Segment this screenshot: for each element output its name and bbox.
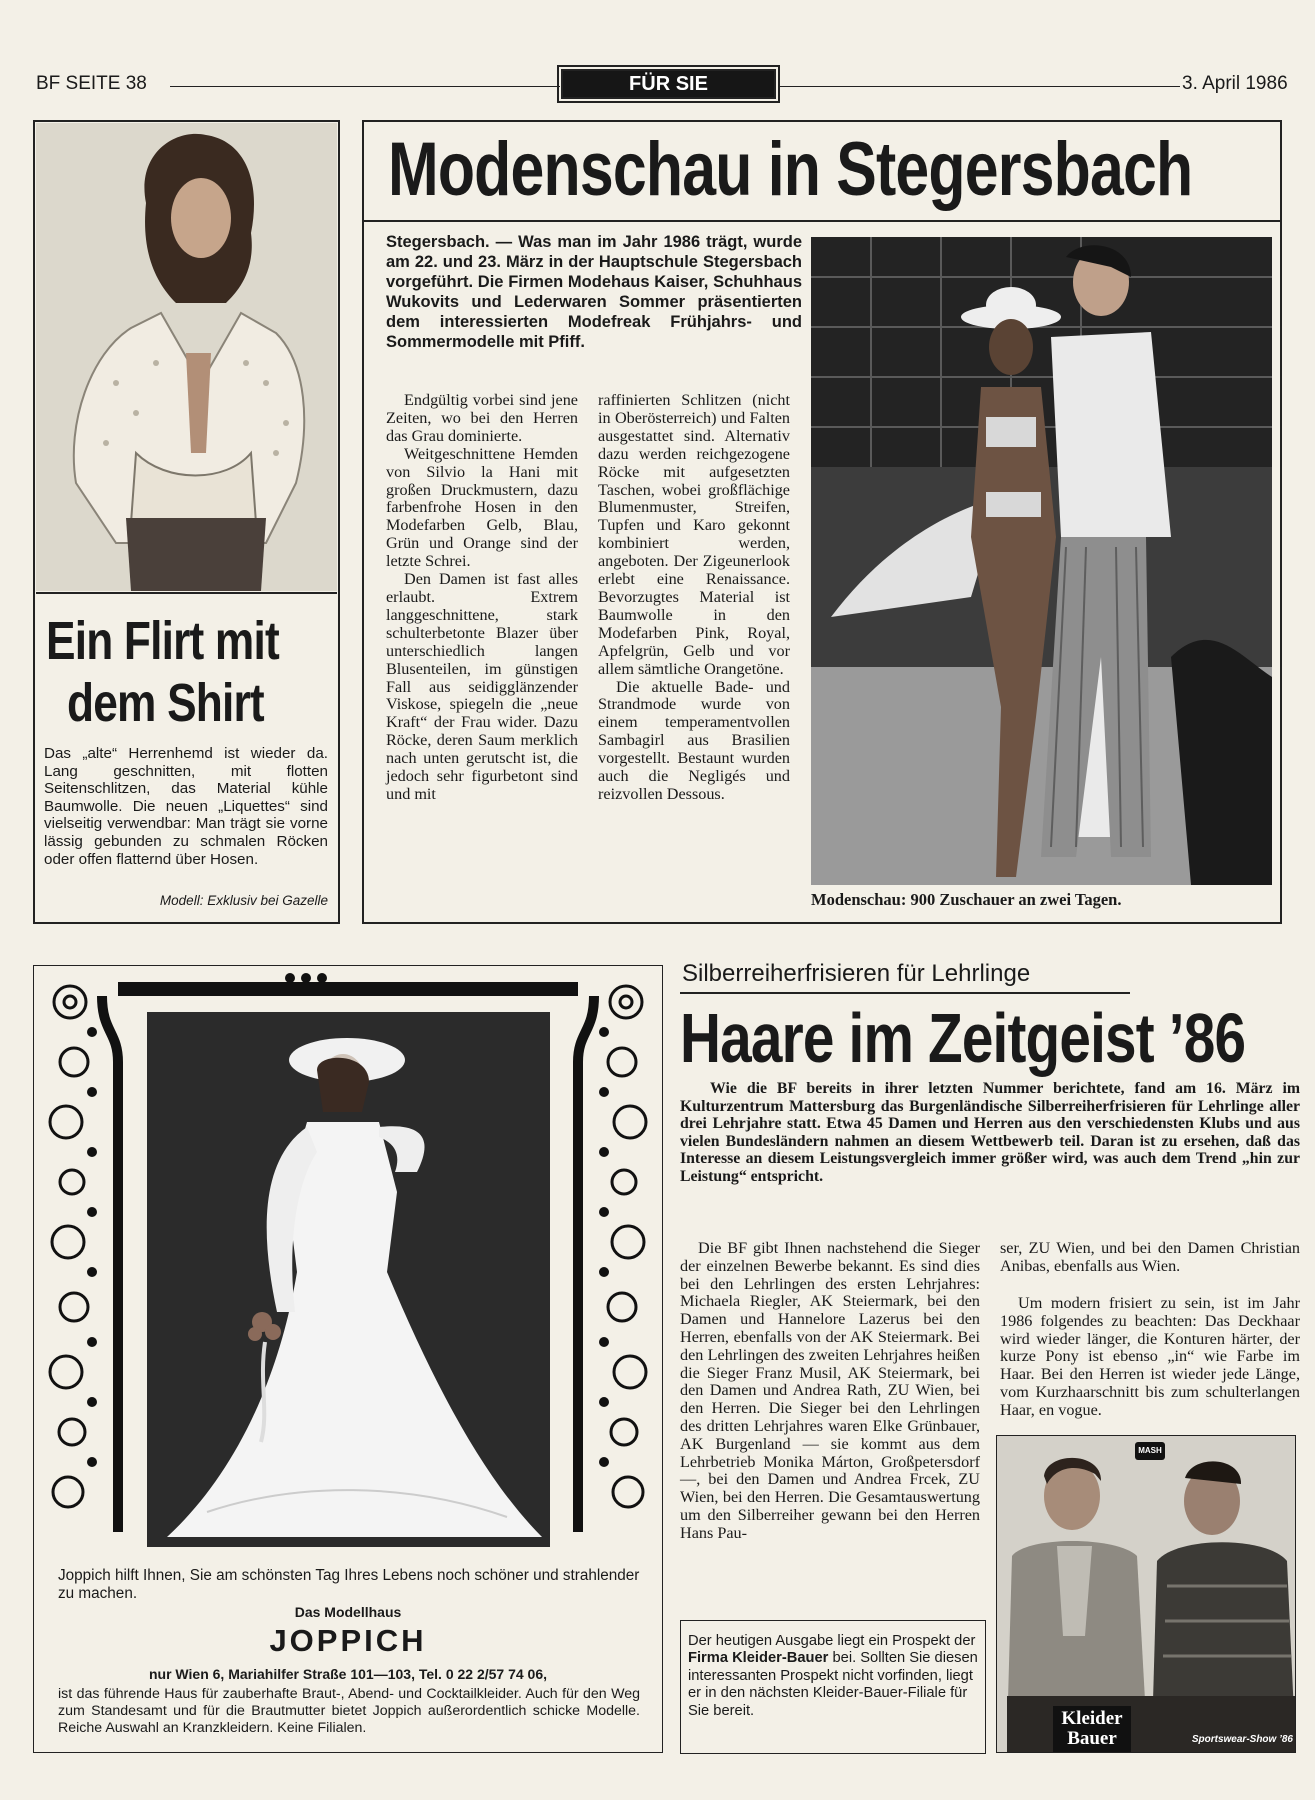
section-label: FÜR SIE [561, 69, 776, 99]
flirt-photo [36, 123, 337, 591]
issue-date: 3. April 1986 [1182, 73, 1288, 94]
flirt-title-line2: dem Shirt [67, 673, 264, 733]
flirt-credit: Modell: Exklusiv bei Gazelle [159, 893, 328, 908]
kleider-bauer-photo [996, 1435, 1296, 1753]
ad-brand-logo: JOPPICH [269, 1623, 427, 1658]
haare-kicker-underline [680, 992, 1130, 994]
bride-photo [147, 1012, 550, 1547]
ad-intro-text: Joppich hilft Ihnen, Sie am schönsten Tag Ihres Lebens noch schöner und strahlender zu machen. [58, 1567, 640, 1602]
kleider-bauer-logo-line1: Kleider [1061, 1708, 1123, 1729]
page-number: BF SEITE 38 [36, 73, 147, 94]
modenschau-col1-p1: Endgültig vorbei sind jene Zeiten, wo bei den Herren das Grau dominierte. [386, 391, 578, 445]
fashion-show-image [811, 237, 1272, 885]
haare-kicker: Silberreiherfrisieren für Lehrlinge [682, 960, 1031, 987]
flirt-body: Das „alte“ Herrenhemd ist wieder da. Lang geschnitten, mit flotten Seitenschlitzen, das Material kühle Baumwolle. Die neuen „Liquettes“ sind vielseitig verwendbar: Man trägt sie vorne lässig gebunden zu schmalen Röcken oder offen flatternd über Hosen. [44, 745, 328, 868]
flirt-title-line1: Ein Flirt mit [46, 611, 279, 671]
modenschau-col2 [598, 392, 790, 804]
prospekt-text-1: Der heutigen Ausgabe liegt ein Prospekt der [688, 1633, 976, 1649]
modenschau-col2-p2: Die aktuelle Bade- und Strandmode wurde von einem temperamentvollen Sambagirl aus Brasilien vorgestellt. Bestaunt wurden auch die Negligés und reizvollen Dessous. [598, 677, 790, 803]
modenschau-title: Modenschau in Stegersbach [388, 127, 1193, 212]
mash-badge: MASH [1135, 1442, 1165, 1460]
two-men-image [997, 1436, 1296, 1753]
flirt-photo-divider [36, 592, 337, 594]
prospekt-text-2: bei. Sollten Sie diesen interessanten Prospekt nicht vorfinden, liegt er in den nächsten Kleider-Bauer-Filiale für Sie bereit. [688, 1650, 978, 1719]
haare-col1: Die BF gibt Ihnen nachstehend die Sieger der einzelnen Bewerbe bekannt. Es sind dies bei den Lehrlingen des ersten Lehrjahres: Michaela Riegler, AK Steiermark, bei den Damen und Hannelore Lazerus bei den Herren, ebenfalls von der AK Steiermark. Bei den Lehrlingen des zweiten Lehrjahres heißen die Sieger Franz Musil, AK Steiermark, bei den Damen und Andrea Rath, ZU Wien, bei den Herren. Die Sieger bei den Lehrlingen des dritten Lehrjahres waren Elke Grünbauer, AK Burgenland — sie kommt aus dem Lehrbetrieb Monika Márton, Großpetersdorf —, bei den Damen und Andrea Frcek, ZU Wien, bei den Herren. Die Gesamtauswertung um den Silberreiher gewann bei den Herren Hans Pau- [680, 1239, 980, 1542]
haare-title: Haare im Zeitgeist ’86 [680, 999, 1246, 1077]
header-rule-left [170, 86, 560, 87]
haare-lead: Wie die BF bereits in ihrer letzten Nummer berichtete, fand am 16. März im Kulturzentrum Mattersburg das Burgenländische Silberreiherfrisieren für Lehrlinge aller drei Lehrjahre statt. Etwa 45 Damen und Herren aus den verschiedensten Klubs und aus vielen Bundesländern nahmen an diesem Wettbewerb teil. Daran ist zu ersehen, daß das Interesse an diesem Leistungsvergleich immer größer wird, was auch dem Trend „hin zur Leistung“ entspricht. [680, 1080, 1300, 1185]
modenschau-lead: Stegersbach. — Was man im Jahr 1986 trägt, wurde am 22. und 23. März in der Hauptschule Stegersbach vorgeführt. Die Firmen Modehaus Kaiser, Schuhhaus Wukovits und Lederwaren Sommer präsentierten dem interessierten Modefreak Frühjahrs- und Sommermodelle mit Pfiff. [386, 233, 802, 351]
sportswear-tag: Sportswear-Show ’86 [1191, 1734, 1293, 1745]
prospekt-text [688, 1633, 980, 1720]
modenschau-col2-p1: raffinierten Schlitzen (nicht in Oberösterreich) und Falten ausgestattet sind. Alternativ dazu werden reichgezogene Röcke mit aufgesetzten Taschen, wobei großflächige Blumenmuster, Streifen, Tupfen und Karo gekonnt kombiniert werden, angeboten. Der Zigeunerlook erlebt eine Renaissance. Bevorzugtes Material ist Baumwolle in den Modefarben Pink, Royal, Apfelgrün, Gelb und vor allem sämtliche Orangetöne. [598, 391, 790, 678]
modenschau-col1-p2: Weitgeschnittene Hemden von Silvio la Hani mit großen Druckmustern, dazu farbenfrohe Hosen in den Modefarben Gelb, Blau, Grün und Orange sind der letzte Schrei. [386, 444, 578, 571]
modenschau-caption: Modenschau: 900 Zuschauer an zwei Tagen. [811, 890, 1122, 909]
header-rule-right [780, 86, 1180, 87]
prospekt-firm: Firma Kleider-Bauer [688, 1650, 829, 1667]
woman-in-shirt-image [36, 123, 337, 591]
haare-col2a: ser, ZU Wien, und bei den Damen Christian Anibas, ebenfalls aus Wien. [1000, 1239, 1300, 1275]
modenschau-col1 [386, 392, 578, 804]
kleider-bauer-logo [1053, 1706, 1131, 1752]
ad-address: nur Wien 6, Mariahilfer Straße 101—103, Tel. 0 22 2/57 74 06, [148, 1666, 548, 1682]
haare-col2b: Um modern frisiert zu sein, ist im Jahr 1986 folgendes zu beachten: Das Deckhaar wird wieder länger, die Konturen härter, der kurze Pony ist ebenso „in“ wie Farbe im Haar. Bei den Herren ist wieder jede Länge, vom Kurzhaarschnitt bis zum schulterlangen Haar, en vogue. [1000, 1294, 1300, 1419]
ad-footer-text: ist das führende Haus für zauberhafte Braut-, Abend- und Cocktailkleider. Auch für den Weg zum Standesamt und für die Brautmutter bietet Joppich außerordentlich schicke Modelle. Reiche Auswahl an Kranzkleidern. Keine Filialen. [58, 1686, 640, 1736]
modenschau-col1-p3: Den Damen ist fast alles erlaubt. Extrem langgeschnittene, stark schulterbetonte Blazer über unterschiedlich langen Blusenteilen, im günstigen Fall aus seidigglänzender Viskose, spiegeln die „neue Kraft“ der Frau wider. Dazu Röcke, deren Saum merklich nach unten gerutscht ist, die jedoch sehr figurbetont sind und mit [386, 570, 578, 803]
bride-image [147, 1012, 550, 1547]
kleider-bauer-logo-line2: Bauer [1067, 1728, 1117, 1749]
modenschau-photo [811, 237, 1272, 885]
ad-label: Das Modellhaus [294, 1604, 402, 1620]
